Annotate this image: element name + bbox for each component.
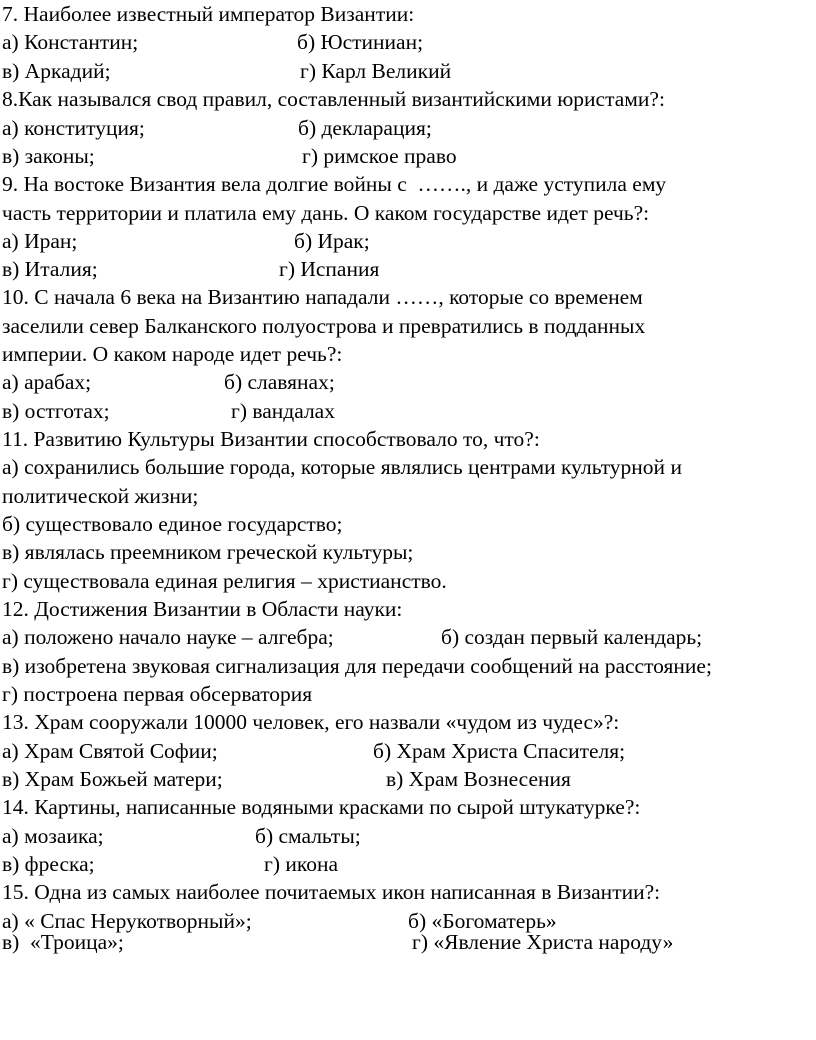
option-b: б) декларация; [298, 116, 432, 140]
option-b: б) славянах; [224, 370, 335, 394]
question-7-text: 7. Наиболее известный император Византии: [2, 2, 415, 26]
option-v: в) Аркадий; [2, 59, 111, 83]
option-b: б) Храм Христа Спасителя; [373, 739, 626, 763]
question-11-text: 11. Развитию Культуры Византии способствовало то, что?: [2, 427, 540, 451]
option-a: а) арабах; [2, 370, 92, 394]
question-14-options-row-2 [2, 850, 339, 878]
question-8-text: 8.Как назывался свод правил, составленный византийскими юристами?: [2, 87, 665, 111]
question-14-options-row-1 [2, 822, 361, 850]
question-13-options-row-2 [2, 765, 571, 793]
option-v: в) Италия; [2, 257, 98, 281]
option-b: б) создан первый календарь; [441, 625, 703, 649]
option-g: г) вандалах [231, 399, 335, 423]
question-13-text: 13. Храм сооружали 10000 человек, его назвали «чудом из чудес»?: [2, 710, 620, 734]
question-12-option-v: в) изобретена звуковая сигнализация для передачи сообщений на расстояние; [2, 654, 712, 678]
question-11-option-b: б) существовало единое государство; [2, 512, 343, 536]
question-12-text: 12. Достижения Византии в Области науки: [2, 597, 403, 621]
option-g: г) римское право [302, 144, 457, 168]
question-9-text-line-2: часть территории и платила ему дань. О каком государстве идет речь?: [2, 201, 650, 225]
question-10-text-line-3: империи. О каком народе идет речь?: [2, 342, 343, 366]
option-a: а) конституция; [2, 116, 145, 140]
option-a: а) Константин; [2, 30, 139, 54]
option-v: в) законы; [2, 144, 95, 168]
question-9-options-row-2 [2, 255, 380, 283]
question-13-options-row-1 [2, 737, 626, 765]
question-7-options-row-2 [2, 57, 452, 85]
option-a: а) Храм Святой Софии; [2, 739, 218, 763]
option-g: г) «Явление Христа народу» [412, 930, 674, 954]
question-8-options-row-2 [2, 142, 457, 170]
question-15-text: 15. Одна из самых наиболее почитаемых икон написанная в Византии?: [2, 880, 661, 904]
option-a: а) положено начало науке – алгебра; [2, 625, 334, 649]
question-15-options-row-2 [2, 928, 674, 956]
question-12-options-row-1 [2, 623, 703, 651]
option-v: в) Храм Божьей матери; [2, 767, 223, 791]
option-b: б) «Богоматерь» [408, 909, 557, 933]
option-b: б) Ирак; [294, 229, 370, 253]
question-9-options-row-1 [2, 227, 370, 255]
option-a: а) « Спас Нерукотворный»; [2, 909, 252, 933]
question-9-text-line-1: 9. На востоке Византия вела долгие войны с ……., и даже уступила ему [2, 172, 667, 196]
question-10-text-line-1: 10. С начала 6 века на Византию нападали ……, которые со временем [2, 285, 643, 309]
question-10-options-row-2 [2, 397, 335, 425]
question-11-option-g: г) существовала единая религия – христианство. [2, 569, 447, 593]
question-7-options-row-1 [2, 28, 424, 56]
option-v: в) фреска; [2, 852, 95, 876]
question-11-option-a-line-2: политической жизни; [2, 484, 199, 508]
question-10-options-row-1 [2, 368, 335, 396]
option-v-2: в) Храм Вознесения [386, 767, 571, 791]
option-v: в) «Троица»; [2, 930, 124, 954]
option-a: а) мозаика; [2, 824, 104, 848]
option-g: г) икона [264, 852, 339, 876]
question-14-text: 14. Картины, написанные водяными красками по сырой штукатурке?: [2, 795, 641, 819]
question-8-options-row-1 [2, 114, 432, 142]
option-g: г) Карл Великий [300, 59, 452, 83]
question-12-option-g: г) построена первая обсерватория [2, 682, 313, 706]
option-b: б) смальты; [255, 824, 361, 848]
question-11-option-v: в) являлась преемником греческой культуры; [2, 540, 414, 564]
question-11-option-a-line-1: а) сохранились большие города, которые являлись центрами культурной и [2, 455, 682, 479]
option-b: б) Юстиниан; [297, 30, 424, 54]
question-10-text-line-2: заселили север Балканского полуострова и превратились в подданных [2, 314, 646, 338]
option-v: в) остготах; [2, 399, 110, 423]
option-a: а) Иран; [2, 229, 78, 253]
option-g: г) Испания [279, 257, 380, 281]
